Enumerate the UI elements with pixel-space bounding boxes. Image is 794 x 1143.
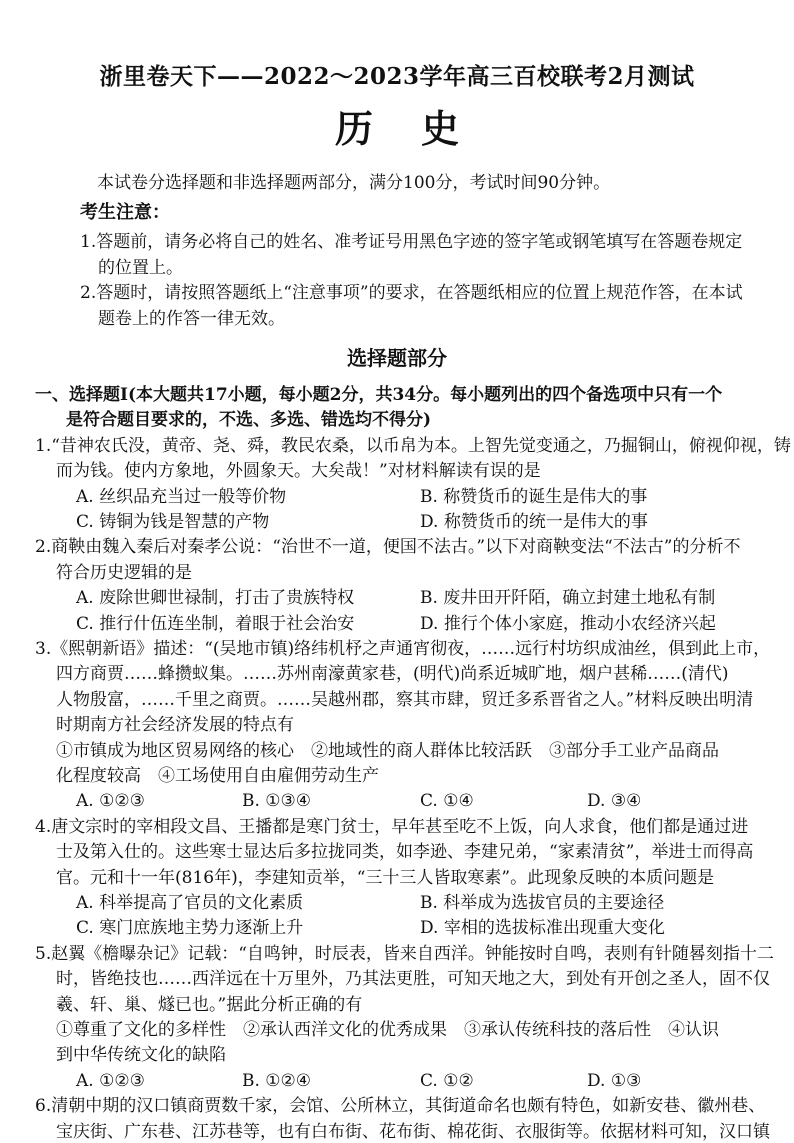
notice-item-1-line-1: 1.答题前，请务必将自己的姓名、准考证号用黑色字迹的签字笔或钢笔填写在答题卷规定 bbox=[80, 232, 743, 252]
question-3-stem-line-2: 四方商贾……蜂攒蚁集。……苏州南濠黄家巷，(明代)尚系近城旷地，烟户甚稀……(清代) bbox=[56, 664, 729, 684]
question-2-option-c: C. 推行什伍连坐制，着眼于社会治安 bbox=[76, 614, 355, 634]
question-5-statements-line-1: ①尊重了文化的多样性 ②承认西洋文化的优秀成果 ③承认传统科技的落后性 ④认识 bbox=[56, 1020, 719, 1040]
question-4-stem-line-3: 官。元和十一年(816年)，李建知贡举，“三十三人皆取寒素”。此现象反映的本质问题是 bbox=[56, 868, 715, 888]
question-4-option-a: A. 科举提高了官员的文化素质 bbox=[76, 893, 304, 913]
question-3-option-c: C. ①④ bbox=[420, 791, 474, 811]
question-3-stem-line-1: 3.《熙朝新语》描述：“(吴地市镇)络纬机杼之声通宵彻夜，……远行村坊织成油丝，俱到此上市， bbox=[35, 639, 771, 659]
question-3-option-b: B. ①③④ bbox=[242, 791, 312, 811]
exam-title: 浙里卷天下——2022～2023学年高三百校联考2月测试 bbox=[99, 63, 695, 90]
question-2-option-d: D. 推行个体小家庭，推动小农经济兴起 bbox=[420, 614, 716, 634]
exam-intro: 本试卷分选择题和非选择题两部分，满分100分，考试时间90分钟。 bbox=[97, 173, 611, 193]
section-title: 选择题部分 bbox=[347, 346, 447, 370]
question-3-stem-line-3: 人物殷富，……千里之商贾。……吴越州郡，察其市肆，贸迁多系晋省之人。”材料反映出明清 bbox=[56, 690, 754, 710]
question-6-stem-line-2: 宝庆街、广东巷、江苏巷等，也有白布街、花布街、棉花街、衣服街等。依据材料可知，汉口镇 bbox=[56, 1122, 770, 1142]
question-3-stem-line-4: 时期南方社会经济发展的特点有 bbox=[56, 715, 294, 735]
subject-title: 历史 bbox=[334, 106, 507, 151]
question-5-option-c: C. ①② bbox=[420, 1071, 474, 1091]
question-5-statements-line-2: 到中华传统文化的缺陷 bbox=[56, 1045, 226, 1065]
question-4-option-c: C. 寒门庶族地主势力逐渐上升 bbox=[76, 918, 304, 938]
question-2-stem-line-2: 符合历史逻辑的是 bbox=[56, 563, 192, 583]
question-3-option-a: A. ①②③ bbox=[76, 791, 145, 811]
notice-title: 考生注意： bbox=[80, 202, 170, 223]
question-1-stem-line-1: 1.“昔神农氏没，黄帝、尧、舜，教民农桑，以币帛为本。上智先觉变通之，乃掘铜山，俯视仰视，铸 bbox=[35, 436, 791, 456]
question-4-option-d: D. 宰相的选拔标准出现重大变化 bbox=[420, 918, 665, 938]
question-1-option-a: A. 丝织品充当过一般等价物 bbox=[76, 487, 287, 507]
question-2-option-b: B. 废井田开阡陌，确立封建土地私有制 bbox=[420, 588, 716, 608]
question-3-statements-line-2: 化程度较高 ④工场使用自由雇佣劳动生产 bbox=[56, 766, 379, 786]
notice-item-2-line-1: 2.答题时，请按照答题纸上“注意事项”的要求，在答题纸相应的位置上规范作答，在本试 bbox=[80, 283, 743, 303]
question-1-stem-line-2: 而为钱。使内方象地，外圆象天。大矣哉！”对材料解读有误的是 bbox=[56, 461, 541, 481]
question-2-stem-line-1: 2.商鞅由魏入秦后对秦孝公说：“治世不一道，便国不法古。”以下对商鞅变法“不法古”的分析不 bbox=[35, 537, 741, 557]
notice-item-2-line-2: 题卷上的作答一律无效。 bbox=[98, 309, 285, 329]
section-instructions-line-2: 是符合题目要求的，不选、多选、错选均不得分) bbox=[66, 410, 432, 430]
question-5-stem-line-1: 5.赵翼《檐曝杂记》记载：“自鸣钟，时辰表，皆来自西洋。钟能按时自鸣，表则有针随晷刻指十二 bbox=[35, 944, 774, 964]
question-3-statements-line-1: ①市镇成为地区贸易网络的核心 ②地域性的商人群体比较活跃 ③部分手工业产品商品 bbox=[56, 741, 719, 761]
question-5-stem-line-2: 时，皆绝技也……西洋远在十万里外，乃其法更胜，可知天地之大，到处有开创之圣人，固不仅 bbox=[56, 969, 770, 989]
question-4-stem-line-2: 士及第入仕的。这些寒士显达后多拉拢同类，如李逊、李建兄弟，“家素清贫”，举进士而得高 bbox=[56, 842, 754, 862]
notice-item-1-line-2: 的位置上。 bbox=[98, 258, 183, 278]
question-3-option-d: D. ③④ bbox=[587, 791, 642, 811]
question-6-stem-line-1: 6.清朝中期的汉口镇商贾数千家，会馆、公所林立，其街道命名也颇有特色，如新安巷、徽州巷、 bbox=[35, 1096, 766, 1116]
section-instructions-line-1: 一、选择题Ⅰ(本大题共17小题，每小题2分，共34分。每小题列出的四个备选项中只有一个 bbox=[35, 385, 723, 405]
question-2-option-a: A. 废除世卿世禄制，打击了贵族特权 bbox=[76, 588, 355, 608]
question-4-option-b: B. 科举成为选拔官员的主要途径 bbox=[420, 893, 665, 913]
question-5-stem-line-3: 羲、轩、巢、燧已也。”据此分析正确的有 bbox=[56, 995, 363, 1015]
question-4-stem-line-1: 4.唐文宗时的宰相段文昌、王播都是寒门贫士，早年甚至吃不上饭，向人求食，他们都是通过进 bbox=[35, 817, 749, 837]
question-5-option-b: B. ①②④ bbox=[242, 1071, 312, 1091]
question-1-option-b: B. 称赞货币的诞生是伟大的事 bbox=[420, 487, 648, 507]
question-1-option-d: D. 称赞货币的统一是伟大的事 bbox=[420, 512, 648, 532]
question-5-option-d: D. ①③ bbox=[587, 1071, 642, 1091]
question-1-option-c: C. 铸铜为钱是智慧的产物 bbox=[76, 512, 270, 532]
question-5-option-a: A. ①②③ bbox=[76, 1071, 145, 1091]
